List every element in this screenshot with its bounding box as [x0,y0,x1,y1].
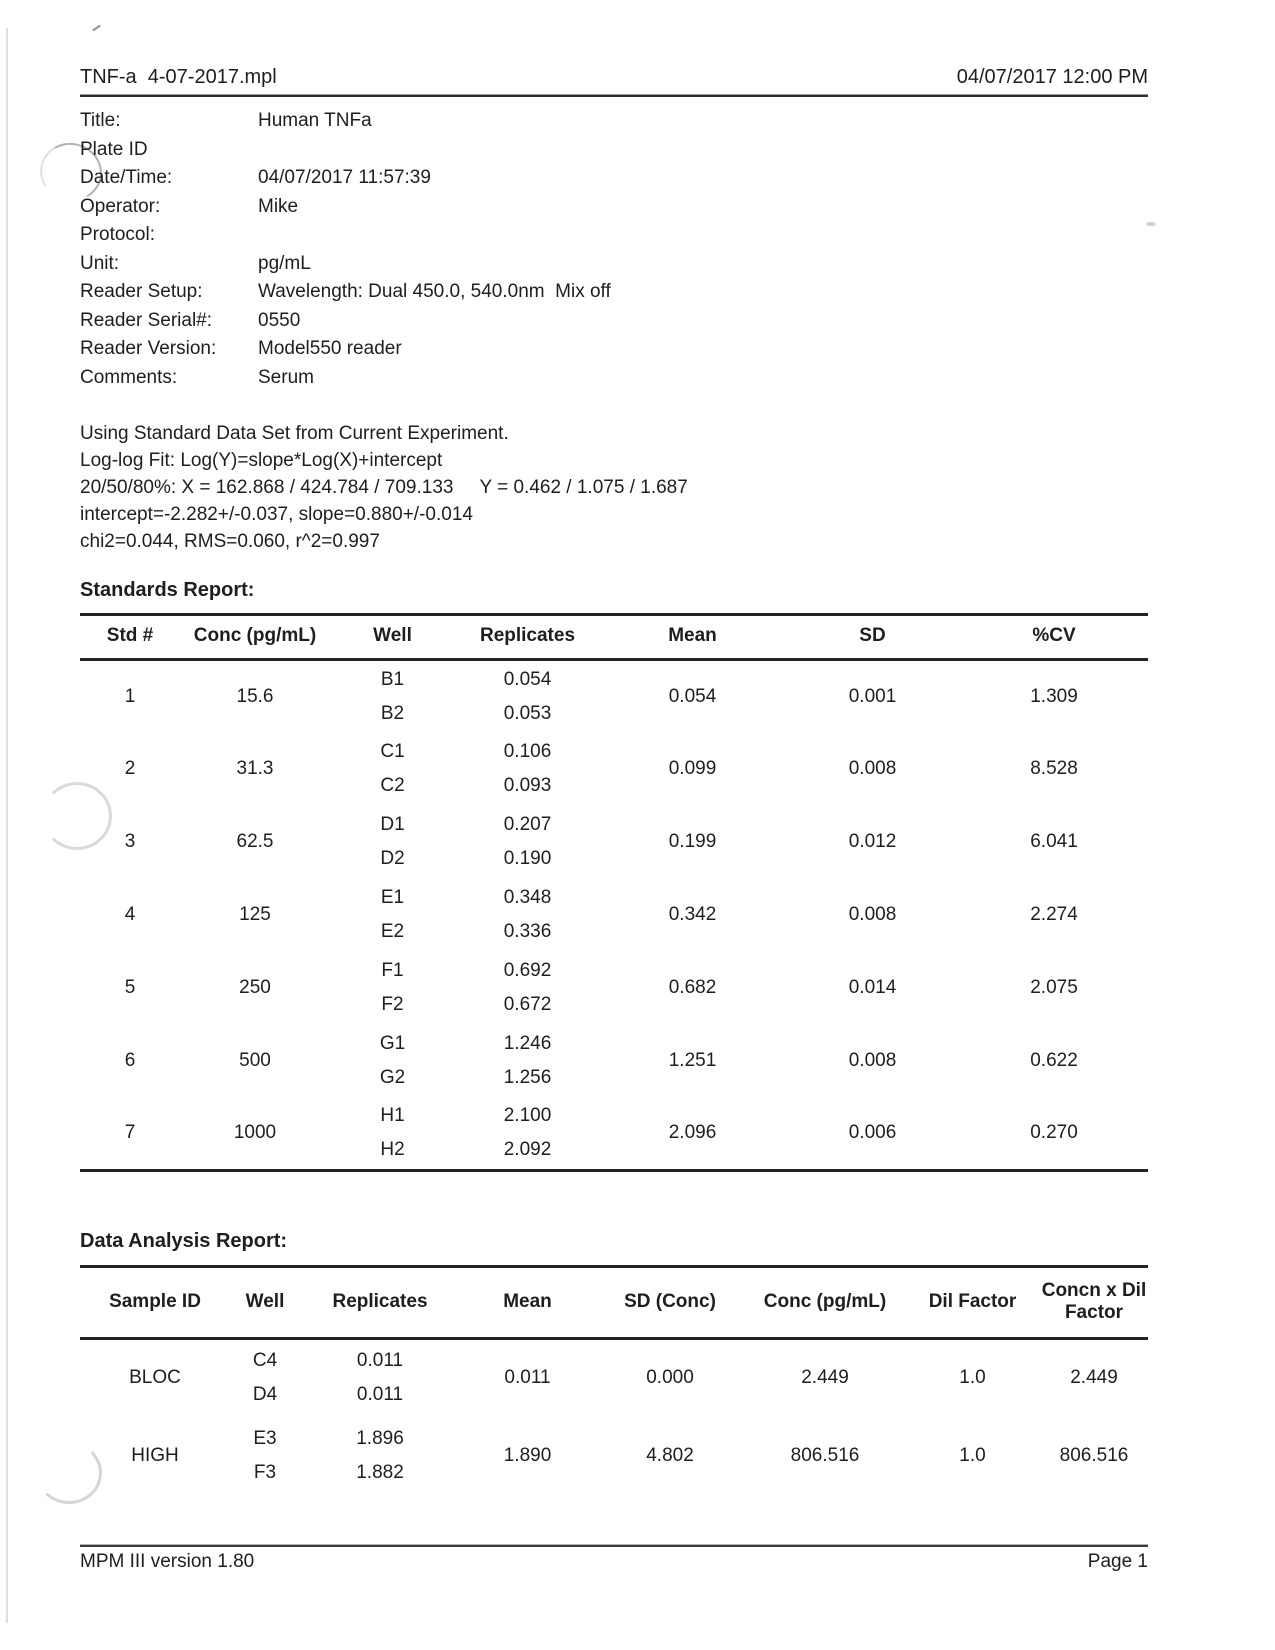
col-concn-x-dil: Concn x Dil Factor [1040,1267,1148,1339]
document-footer [80,1544,1148,1573]
cell-wells-lines [331,1027,454,1095]
cell-replicates-lines [301,1344,459,1412]
cell-sd: 0.006 [848,1122,897,1144]
cell-wells-lines [331,808,454,876]
cell-replicates-line: 0.053 [503,702,552,724]
cell-std-number: 7 [124,1122,136,1144]
meta-label: Comments: [80,366,178,388]
cell-sd-conc: 4.802 [646,1444,694,1466]
cell-replicates [455,1025,600,1098]
cell-mean: 1.890 [503,1444,552,1466]
cell-replicates-line: 1.256 [503,1067,552,1088]
meta-label: Operator: [80,195,161,217]
cell-std-number: 4 [124,904,136,925]
cell-wells-line: F2 [381,994,404,1015]
data-analysis-row [80,1339,1148,1417]
col-std-number: Std # [80,615,180,660]
data-analysis-report-title: Data Analysis Report: [80,1230,288,1252]
standards-row [80,1025,1148,1098]
cell-replicates [300,1417,460,1495]
cell-conc: 125 [239,904,271,925]
cell-wells-line: H1 [380,1105,405,1127]
cell-wells-line: D4 [252,1384,278,1406]
cell-replicates [455,879,600,952]
cell-wells-line: C4 [252,1350,278,1372]
cell-wells-line: G2 [379,1067,406,1088]
meta-label: Reader Setup: [80,281,203,303]
cell-wells [230,1417,300,1495]
col-replicates: Replicates [455,615,600,660]
footer-rule [80,1544,1148,1547]
cell-dil-factor: 1.0 [959,1444,986,1466]
cell-std-number: 6 [124,1050,136,1071]
cell-replicates-line: 1.246 [503,1033,552,1054]
meta-value: Mike [258,195,299,217]
cell-std-number: 2 [124,758,136,779]
meta-row [80,107,1148,136]
fit-line: 20/50/80%: X = 162.868 / 424.784 / 709.133 Y = 0.462 / 1.075 / 1.687 [80,477,688,498]
cell-wells-lines [231,1422,299,1490]
cell-mean: 2.096 [668,1122,717,1144]
meta-label: Protocol: [80,224,155,246]
cell-sd: 0.001 [848,685,897,707]
data-analysis-table [80,1265,1148,1495]
cell-replicates-line: 0.692 [503,960,552,981]
cell-replicates-line: 0.011 [356,1350,404,1372]
cell-wells-line: F3 [253,1461,277,1483]
cell-replicates-line: 0.106 [503,741,552,762]
fit-line: Using Standard Data Set from Current Experiment. [80,423,509,444]
cell-conc: 15.6 [236,685,274,707]
cell-cv: 2.075 [1030,977,1078,998]
cell-cv: 8.528 [1030,758,1078,779]
col-mean: Mean [600,615,785,660]
col-well: Well [330,615,455,660]
cell-wells [330,1025,455,1098]
cell-replicates-line: 0.336 [503,921,552,942]
cell-wells [330,733,455,806]
meta-label: Plate ID [80,138,148,160]
cell-std-number: 1 [124,685,136,707]
app-version: MPM III version 1.80 [80,1551,255,1572]
col-cv: %CV [960,615,1148,660]
standards-table [80,613,1148,1172]
print-datetime: 04/07/2017 12:00 PM [956,66,1148,88]
fit-line: chi2=0.044, RMS=0.060, r^2=0.997 [80,531,380,552]
standards-row [80,952,1148,1025]
page-number: Page 1 [1087,1551,1148,1572]
cell-wells-line: B2 [380,702,405,724]
fit-line: intercept=-2.282+/-0.037, slope=0.880+/-0.014 [80,504,473,525]
cell-wells-line: B1 [380,668,405,690]
cell-wells [330,879,455,952]
cell-wells [230,1339,300,1417]
cell-std-number: 5 [124,977,136,998]
meta-row [80,250,1148,279]
cell-sample-id: HIGH [131,1444,179,1466]
standards-header-row [80,615,1148,660]
cell-replicates-line: 0.093 [503,775,552,796]
standards-row [80,733,1148,806]
cell-mean: 0.342 [668,904,717,925]
cell-sd: 0.008 [848,904,897,925]
cell-wells-line: D1 [380,814,405,835]
cell-replicates-line: 0.672 [503,994,552,1015]
cell-conc: 31.3 [236,758,274,779]
cell-mean: 0.099 [668,758,717,779]
cell-replicates-lines [456,954,599,1022]
standards-row [80,1098,1148,1171]
meta-value: pg/mL [258,252,311,274]
cell-replicates [300,1339,460,1417]
metadata-list [80,107,1148,392]
meta-row [80,278,1148,307]
meta-value: Model550 reader [258,338,402,360]
meta-value: Serum [258,366,314,388]
cell-wells-lines [331,954,454,1022]
cell-concn-x-dil: 2.449 [1070,1367,1118,1389]
cell-replicates [455,806,600,879]
meta-label: Reader Serial#: [80,309,213,331]
cell-conc: 1000 [233,1122,277,1144]
cell-wells-line: C2 [380,775,405,796]
cell-conc: 250 [239,977,271,998]
meta-row [80,221,1148,250]
cell-replicates-lines [456,1099,599,1167]
meta-value: Human TNFa [258,110,372,132]
cell-replicates-lines [456,1027,599,1095]
cell-replicates-lines [456,881,599,949]
data-analysis-row [80,1417,1148,1495]
cell-cv: 0.622 [1030,1050,1078,1071]
cell-wells-line: D2 [380,848,405,869]
col-sd: SD [785,615,960,660]
scan-edge-line [6,28,8,1623]
cell-dil-factor: 1.0 [959,1367,986,1389]
cell-replicates-lines [456,735,599,803]
meta-value: 0550 [258,309,301,331]
cell-wells-lines [331,735,454,803]
cell-replicates-line: 0.348 [503,887,552,908]
cell-sd: 0.014 [848,977,897,998]
data-analysis-table-body [80,1339,1148,1495]
cell-sd: 0.008 [848,758,897,779]
cell-replicates-line: 0.207 [503,814,552,835]
cell-replicates-line: 0.190 [503,848,552,869]
cell-cv: 0.270 [1030,1122,1078,1144]
cell-wells-lines [331,663,454,731]
cell-replicates-line: 1.882 [356,1461,404,1483]
cell-mean: 0.011 [504,1367,551,1389]
standards-row [80,879,1148,952]
cell-conc: 62.5 [236,831,274,852]
cell-replicates [455,733,600,806]
cell-replicates-lines [301,1422,459,1490]
cell-sd: 0.008 [848,1050,897,1071]
meta-row [80,335,1148,364]
meta-value: 04/07/2017 11:57:39 [258,167,431,189]
document-header [80,66,1148,89]
cell-conc: 806.516 [790,1444,860,1466]
cell-wells-line: E3 [253,1427,277,1449]
cell-cv: 1.309 [1030,685,1078,707]
cell-mean: 0.199 [668,831,717,852]
cell-replicates-line: 2.100 [503,1105,552,1127]
cell-replicates [455,660,600,733]
meta-row [80,193,1148,222]
col-sd-conc: SD (Conc) [595,1267,745,1339]
cell-wells [330,1098,455,1171]
cell-wells [330,660,455,733]
cell-replicates-line: 0.054 [503,668,552,690]
cell-replicates [455,1098,600,1171]
meta-row [80,364,1148,393]
meta-row [80,136,1148,165]
meta-value: Wavelength: Dual 450.0, 540.0nm Mix off [258,281,611,303]
cell-mean: 0.682 [668,977,717,998]
fit-line: Log-log Fit: Log(Y)=slope*Log(X)+intercept [80,450,443,471]
cell-wells [330,952,455,1025]
cell-sd: 0.012 [848,831,897,852]
standards-report-title: Standards Report: [80,579,255,601]
cell-wells-line: G1 [379,1033,406,1054]
cell-wells-line: E2 [380,921,405,942]
fit-summary [80,420,1148,555]
cell-wells-line: C1 [380,741,405,762]
standards-row [80,660,1148,733]
meta-label: Unit: [80,252,120,274]
cell-replicates [455,952,600,1025]
cell-concn-x-dil: 806.516 [1059,1444,1129,1466]
cell-replicates-lines [456,808,599,876]
cell-replicates-line: 1.896 [356,1427,404,1449]
cell-wells-lines [331,1099,454,1167]
file-name: TNF-a 4-07-2017.mpl [80,66,277,88]
cell-sample-id: BLOC [129,1367,181,1389]
cell-sd-conc: 0.000 [646,1367,694,1389]
cell-replicates-line: 2.092 [503,1139,552,1161]
meta-row [80,307,1148,336]
cell-mean: 1.251 [668,1050,717,1071]
col-conc: Conc (pg/mL) [180,615,330,660]
cell-conc: 2.449 [801,1367,849,1389]
data-analysis-header-row [80,1267,1148,1339]
cell-wells [330,806,455,879]
cell-wells-line: F1 [381,960,404,981]
cell-wells-lines [331,881,454,949]
cell-cv: 6.041 [1030,831,1078,852]
cell-std-number: 3 [124,831,136,852]
standards-table-body [80,660,1148,1171]
cell-replicates-lines [456,663,599,731]
col-sample-id: Sample ID [80,1267,230,1339]
cell-mean: 0.054 [668,685,717,707]
col-conc: Conc (pg/mL) [745,1267,905,1339]
meta-label: Date/Time: [80,167,173,189]
meta-label: Title: [80,110,121,132]
header-rule [80,94,1148,97]
cell-cv: 2.274 [1030,904,1078,925]
cell-wells-lines [231,1344,299,1412]
cell-wells-line: E1 [380,887,405,908]
col-mean: Mean [460,1267,595,1339]
col-dil-factor: Dil Factor [905,1267,1040,1339]
col-well: Well [230,1267,300,1339]
standards-row [80,806,1148,879]
cell-wells-line: H2 [380,1139,405,1161]
cell-conc: 500 [239,1050,271,1071]
col-replicates: Replicates [300,1267,460,1339]
meta-label: Reader Version: [80,338,217,360]
cell-replicates-line: 0.011 [356,1384,404,1406]
meta-row [80,164,1148,193]
